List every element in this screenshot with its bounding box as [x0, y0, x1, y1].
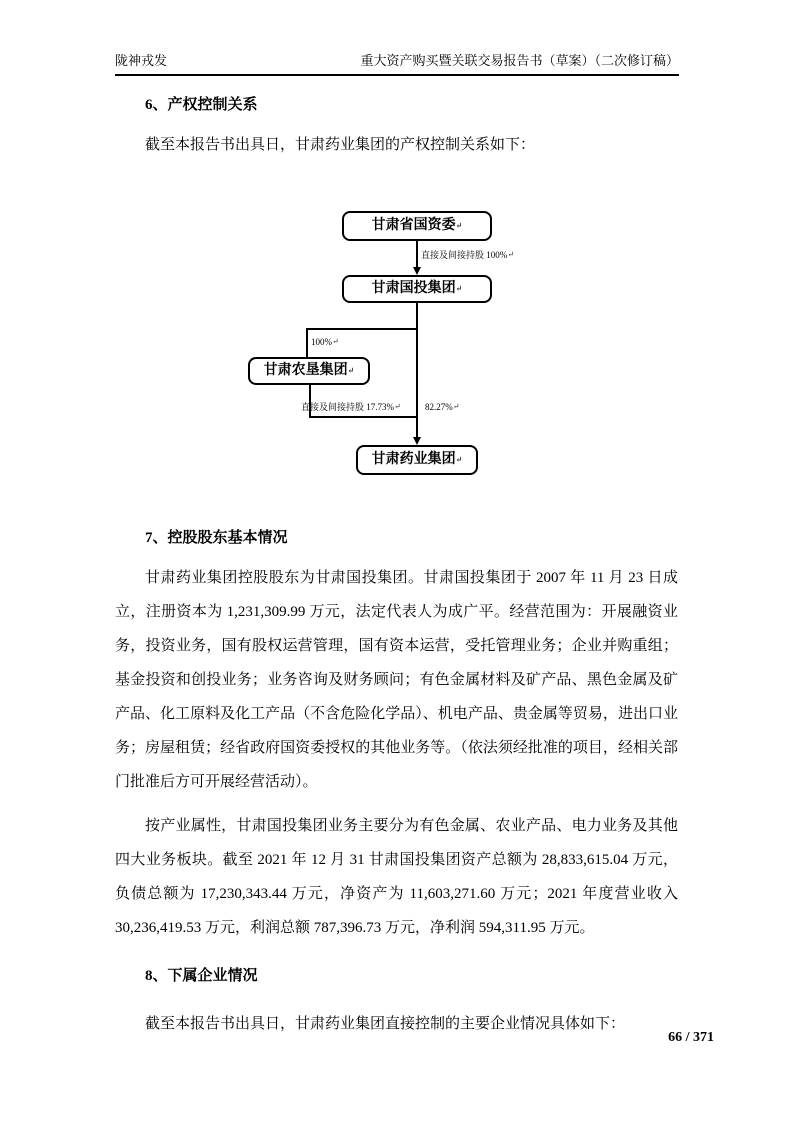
section-7-paragraph-1: 甘肃药业集团控股股东为甘肃国投集团。甘肃国投集团于 2007 年 11 月 23 日成立，注册资本为 1,231,309.99 万元，法定代表人为成广平。经营范围为：开展融资业务，投资业务，国有股权运营管理，国有资本运营，受托管理业务；企业并购重组；基金投资和创投业务；业务咨询及财务顾问；有色金属材料及矿产品、黑色金属及矿产品、化工原料及化工产品（不含危险化学品）、机电产品、贵金属等贸易，进出口业务；房屋租赁；经省政府国资委授权的其他业务等。（依法须经批准的项目，经相关部门批准后方可开展经营活动）。 — [115, 570, 678, 790]
org-box-label: 甘肃国投集团 — [371, 281, 456, 296]
edge-label-100-direct: 直接及间接持股 100%↵ — [421, 250, 514, 260]
edge-label-17-73: 直接及间接持股 17.73%↵ — [301, 402, 401, 412]
connector-line — [309, 385, 311, 417]
section-8-intro: 截至本报告书出具日，甘肃药业集团直接控制的主要企业情况具体如下： — [145, 1016, 626, 1032]
paragraph-mark: ↵ — [332, 337, 339, 346]
org-box-gansu-pharma-group — [356, 445, 478, 475]
connector-line — [309, 416, 417, 418]
org-box-gansu-guotou-group — [342, 275, 492, 303]
edge-label-82-27: 82.27%↵ — [425, 402, 460, 412]
connector-line — [416, 241, 418, 267]
connector-line — [306, 328, 417, 330]
paragraph-mark: ↵ — [455, 284, 463, 293]
arrow-down-icon — [413, 267, 421, 275]
section-8-heading: 8、下属企业情况 — [145, 968, 258, 984]
section-6-intro: 截至本报告书出具日，甘肃药业集团的产权控制关系如下： — [145, 137, 536, 153]
header-left-text: 陇神戎发 — [115, 53, 168, 68]
section-6-heading: 6、产权控制关系 — [145, 97, 258, 113]
page-content — [115, 88, 678, 1041]
section-7-paragraph-2: 按产业属性，甘肃国投集团业务主要分为有色金属、农业产品、电力业务及其他四大业务板块。截至 2021 年 12 月 31 甘肃国投集团资产总额为 28,833,615.04 万元，负债总额为 17,230,343.44 万元，净资产为 11,603,271.60 万元；2021 年度营业收入 30,236,419.53 万元，利润总额 787,396.73 万元，净利润 594,311.95 万元。 — [115, 818, 678, 936]
paragraph-mark: ↵ — [507, 250, 514, 259]
ownership-structure-diagram — [115, 211, 678, 483]
paragraph-mark: ↵ — [394, 402, 401, 411]
page-number: 66 / 371 — [668, 1030, 714, 1045]
paragraph-mark: ↵ — [455, 221, 463, 230]
section-7-heading: 7、控股股东基本情况 — [145, 530, 288, 546]
org-box-gansu-sasac — [342, 211, 492, 241]
paragraph-mark: ↵ — [455, 455, 463, 464]
org-box-label: 甘肃省国资委 — [371, 218, 456, 233]
paragraph-mark: ↵ — [452, 402, 460, 411]
paragraph-mark: ↵ — [347, 366, 355, 375]
org-box-label: 甘肃药业集团 — [371, 452, 456, 467]
org-box-gansu-nongken-group — [248, 357, 370, 385]
edge-label-100: 100%↵ — [311, 337, 339, 347]
header-right-text: 重大资产购买暨关联交易报告书（草案）（二次修订稿） — [360, 53, 679, 68]
page-header — [115, 50, 679, 76]
org-box-label: 甘肃农垦集团 — [263, 363, 348, 378]
arrow-down-icon — [413, 437, 421, 445]
connector-line — [306, 328, 308, 357]
